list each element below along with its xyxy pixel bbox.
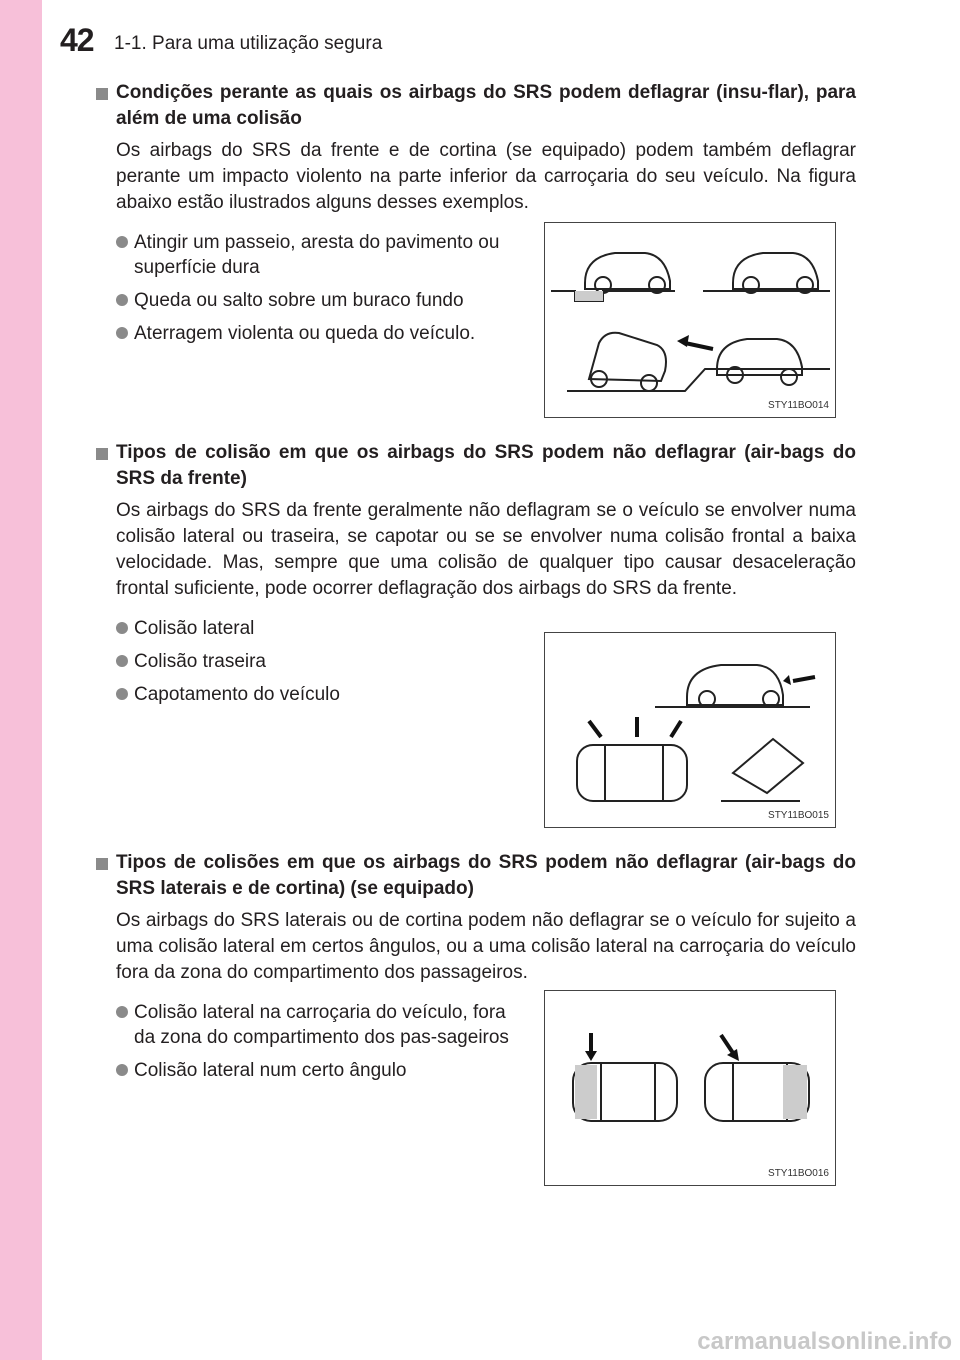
illustration-cars-impact — [545, 223, 835, 417]
list-item: Colisão lateral — [116, 616, 536, 641]
square-bullet-icon — [96, 858, 108, 870]
section-body: Os airbags do SRS laterais ou de cortina podem não deflagrar se o veículo for sujeito a uma colisão lateral em certos ângulos, ou a uma colisão lateral na carroçaria do veículo fora da zona do compartimento dos passageiros. — [116, 910, 856, 983]
square-bullet-icon — [96, 88, 108, 100]
list-item: Colisão lateral na carroçaria do veículo, fora da zona do compartimento dos pas-sageiros — [116, 1000, 526, 1050]
circle-bullet-icon — [116, 622, 128, 634]
circle-bullet-icon — [116, 655, 128, 667]
list-item: Capotamento do veículo — [116, 682, 536, 707]
circle-bullet-icon — [116, 1064, 128, 1076]
illustration-collision-types — [545, 633, 835, 827]
illustration-side-impact — [545, 991, 835, 1185]
figure-underbody-impact — [544, 222, 836, 418]
bullet-list — [96, 230, 536, 346]
bullet-list — [96, 1000, 526, 1083]
watermark: carmanualsonline.info — [697, 1328, 952, 1355]
list-item: Atingir um passeio, aresta do pavimento ou superfície dura — [116, 230, 536, 280]
figure-frontal-not-deploy — [544, 632, 836, 828]
circle-bullet-icon — [116, 294, 128, 306]
figure-code: STY11BO014 — [768, 400, 829, 411]
list-item: Queda ou salto sobre um buraco fundo — [116, 288, 536, 313]
circle-bullet-icon — [116, 236, 128, 248]
list-item: Colisão traseira — [116, 649, 536, 674]
section-title: Condições perante as quais os airbags do SRS podem deflagrar (insu-flar), para além de uma colisão — [96, 80, 856, 132]
figure-code: STY11BO015 — [768, 810, 829, 821]
square-bullet-icon — [96, 448, 108, 460]
section-title: Tipos de colisões em que os airbags do SRS podem não deflagrar (air-bags do SRS laterais e de cortina) (se equipado) — [96, 850, 856, 902]
bullet-list — [96, 616, 536, 707]
section-body: Os airbags do SRS da frente e de cortina (se equipado) podem também deflagrar perante um impacto violento na parte inferior da carroçaria do seu veículo. Na figura abaixo estão ilustrados alguns desses exemplos. — [116, 140, 856, 213]
list-item: Colisão lateral num certo ângulo — [116, 1058, 526, 1083]
circle-bullet-icon — [116, 327, 128, 339]
section-title: Tipos de colisão em que os airbags do SRS podem não deflagrar (air-bags do SRS da frente) — [96, 440, 856, 492]
circle-bullet-icon — [116, 1006, 128, 1018]
circle-bullet-icon — [116, 688, 128, 700]
page-number: 42 — [60, 22, 94, 58]
section-body: Os airbags do SRS da frente geralmente não deflagram se o veículo se envolver numa colisão lateral ou traseira, se capotar ou se se envolver numa colisão frontal a baixa velocidade. Mas, sempre que uma colisão de qualquer tipo causar desaceleração frontal suficiente, pode ocorrer deflagração dos airbags do SRS da frente. — [116, 500, 856, 599]
section-tab-bar — [0, 0, 42, 1360]
figure-side-not-deploy — [544, 990, 836, 1186]
figure-code: STY11BO016 — [768, 1168, 829, 1179]
list-item: Aterragem violenta ou queda do veículo. — [116, 321, 536, 346]
running-head: 1-1. Para uma utilização segura — [114, 33, 383, 54]
